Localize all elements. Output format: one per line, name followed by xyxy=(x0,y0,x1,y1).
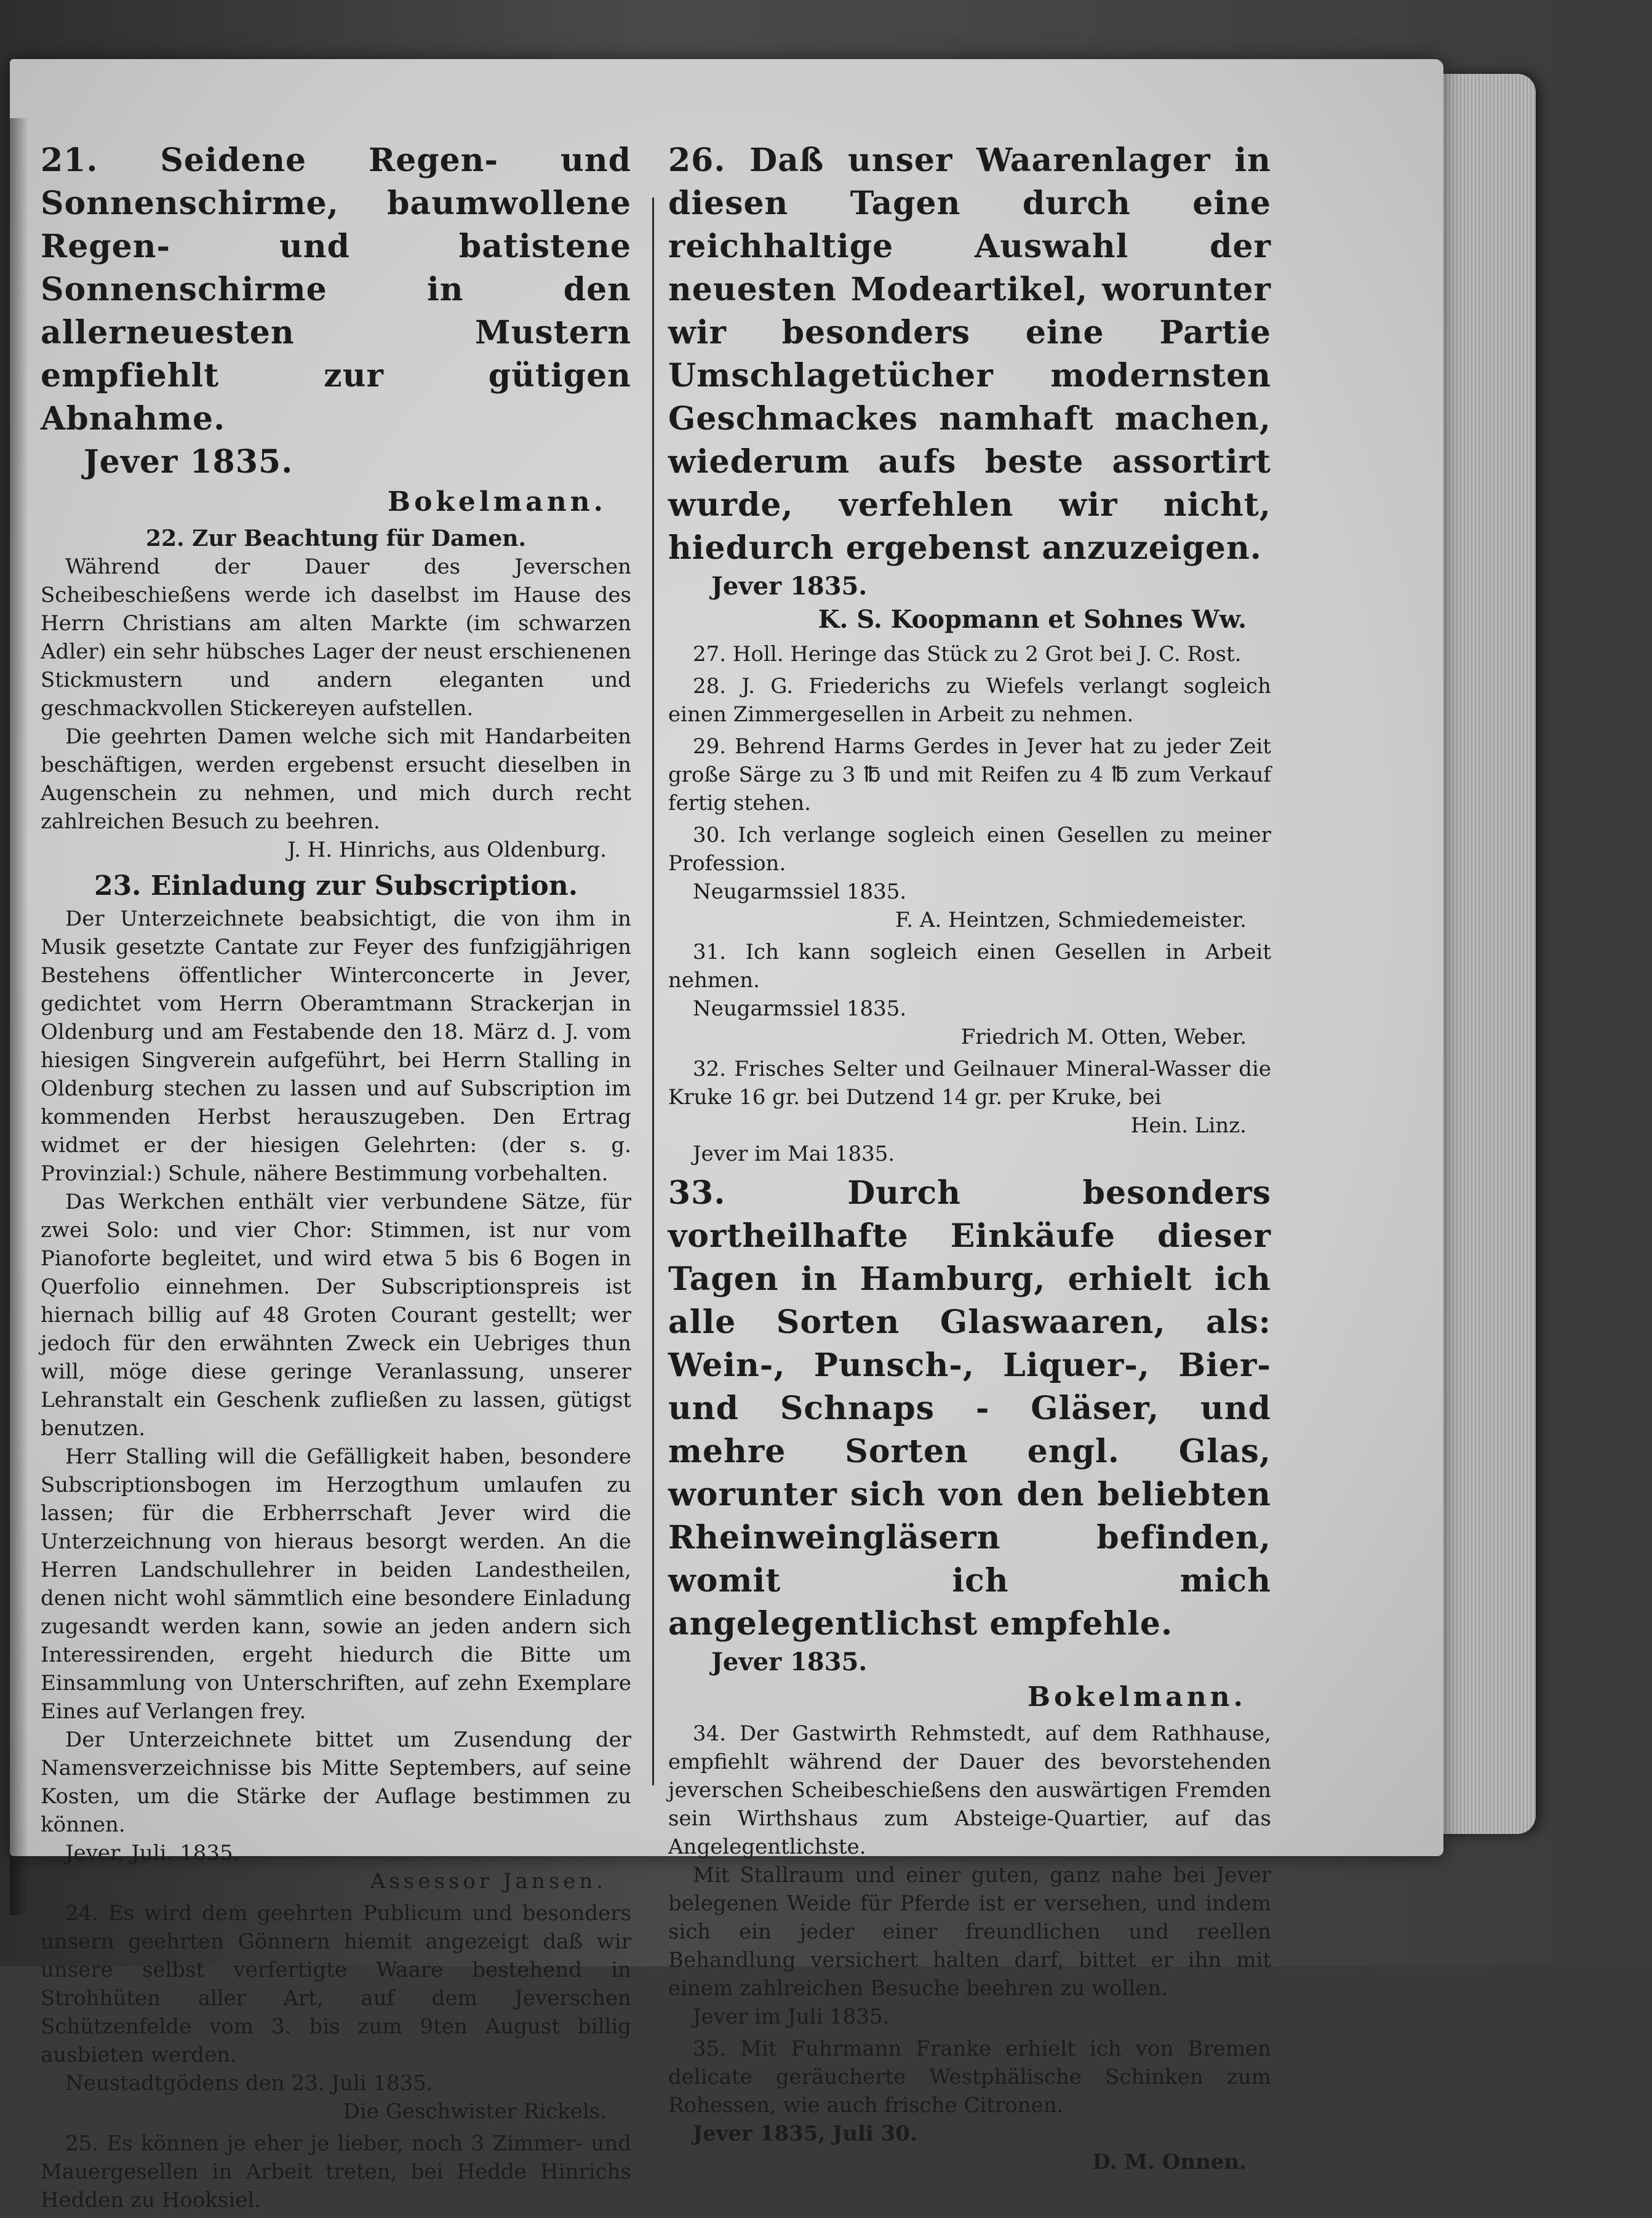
advertisement-25 xyxy=(41,2129,631,2214)
ad-35-place: Jever 1835, Juli 30. xyxy=(693,2121,917,2146)
advertisement-22 xyxy=(41,524,631,864)
newspaper-page xyxy=(10,59,1443,2212)
ad-26-text: 26. Daß unser Waarenlager in diesen Tagen durch eine reichhaltige Auswahl der neuesten Modeartikel, worunter wir besonders eine Partie Umschlagetücher modernsten Geschmackes namhaft machen, wiederum aufs beste assortirt wurde, verfehlen wir nicht, hiedurch ergebenst anzuzeigen. xyxy=(668,142,1271,567)
ad-27-text: 27. Holl. Heringe das Stück zu 2 Grot bei J. C. Rost. xyxy=(693,642,1242,667)
ad-21-text: 21. Seidene Regen- und Sonnenschirme, baumwollene Regen- und batistene Sonnenschirme in den allerneuesten Mustern empfiehlt zur gütigen Abnahme. xyxy=(41,142,631,438)
advertisement-24 xyxy=(41,1899,631,2126)
ad-33-place: Jever 1835. xyxy=(711,1647,868,1676)
advertisement-32 xyxy=(668,1055,1271,1168)
ad-22-heading: 22. Zur Beachtung für Damen. xyxy=(146,526,526,551)
ad-30-text: 30. Ich verlange sogleich einen Gesellen zu meiner Profession. xyxy=(668,823,1271,876)
advertisement-34 xyxy=(668,1720,1271,2031)
ad-23-paragraph-4: Der Unterzeichnete bittet um Zusendung der Namensverzeichnisse bis Mitte Septembers, auf seine Kosten, um die Stärke der Auflage bestimmen zu können. xyxy=(41,1728,631,1837)
ad-35-text: 35. Mit Fuhrmann Franke erhielt ich von Bremen delicate geräucherte Westphälische Schinken zum Rohessen, wie auch frische Citronen. xyxy=(668,2036,1271,2118)
advertisement-28 xyxy=(668,672,1271,729)
ad-32-place: Jever im Mai 1835. xyxy=(693,1142,895,1166)
advertisement-21 xyxy=(41,139,631,521)
ad-33-text: 33. Durch besonders vortheilhafte Einkäufe dieser Tagen in Hamburg, erhielt ich alle Sorten Glaswaaren, als: Wein-, Punsch-, Liquer-, Bier- und Schnaps - Gläser, und mehre Sorten engl. Glas, worunter sich von den beliebten Rheinweingläsern befinden, womit ich mich angelegentlichst empfehle. xyxy=(668,1174,1271,1643)
advertisement-31 xyxy=(668,938,1271,1051)
ad-21-signature: Bokelmann. xyxy=(387,486,607,518)
advertisement-35 xyxy=(668,2035,1271,2176)
ad-34-paragraph-1: 34. Der Gastwirth Rehmstedt, auf dem Rathhause, empfiehlt während der Dauer des bevorstehenden jeverschen Scheibeschießens den auswärtigen Fremden sein Wirthshaus zum Absteige-Quartier, auf das Angelegentlichste. xyxy=(668,1721,1271,1859)
ad-24-place: Neustadtgödens den 23. Juli 1835. xyxy=(65,2071,433,2096)
ad-31-text: 31. Ich kann sogleich einen Gesellen in Arbeit nehmen. xyxy=(668,940,1271,993)
ad-21-place: Jever 1835. xyxy=(84,443,293,481)
ad-34-paragraph-2: Mit Stallraum und einer guten, ganz nahe bei Jever belegenen Weide für Pferde ist er versehen, und indem sich ein jeder einer freundlichen und reellen Behandlung versichert halten darf, bittet er ihn mit einem zahlreichen Besuche beehren zu wollen. xyxy=(668,1863,1271,2001)
advertisement-29 xyxy=(668,732,1271,817)
column-divider xyxy=(652,198,654,1785)
ad-24-text: 24. Es wird dem geehrten Publicum und besonders unsern geehrten Gönnern hiemit angezeigt daß wir unsere selbst verfertigte Waare bestehend in Strohhüten aller Art, auf dem Jeverschen Schützenfelde vom 3. bis zum 9ten August billig ausbieten werden. xyxy=(41,1901,631,2067)
right-column xyxy=(668,139,1271,2180)
ad-31-place: Neugarmssiel 1835. xyxy=(693,996,907,1021)
left-column xyxy=(41,139,631,2218)
ad-28-text: 28. J. G. Friederichs zu Wiefels verlangt sogleich einen Zimmergesellen in Arbeit zu nehmen. xyxy=(668,674,1271,727)
ad-31-signature: Friedrich M. Otten, Weber. xyxy=(960,1025,1247,1049)
ad-34-place: Jever im Juli 1835. xyxy=(693,2004,890,2029)
ad-35-signature: D. M. Onnen. xyxy=(1092,2150,1247,2174)
advertisement-27 xyxy=(668,640,1271,668)
ad-22-paragraph-1: Während der Dauer des Jeverschen Scheibeschießens werde ich daselbst im Hause des Herrn Christians am alten Markte (im schwarzen Adler) ein sehr hübsches Lager der neust erschienenen Stickmustern und andern eleganten und geschmackvollen Stickereyen aufstellen. xyxy=(41,554,631,721)
ad-23-heading: 23. Einladung zur Subscription. xyxy=(94,870,578,902)
ad-33-signature: Bokelmann. xyxy=(1027,1681,1247,1713)
ad-23-paragraph-1: Der Unterzeichnete beabsichtigt, die von ihm in Musik gesetzte Cantate zur Feyer des funfzigjährigen Bestehens öffentlicher Winterconcerte in Jever, gedichtet vom Herrn Oberamtmann Strackerjan in Oldenburg und am Festabende den 18. März d. J. vom hiesigen Singverein aufgeführt, bei Herrn Stalling in Oldenburg stechen zu lassen und auf Subscription im kommenden Herbst herauszugeben. Den Ertrag widmet er der hiesigen Gelehrten: (der s. g. Provinzial:) Schule, nähere Bestimmung vorbehalten. xyxy=(41,907,631,1186)
spine-shadow xyxy=(10,118,28,1915)
advertisement-23 xyxy=(41,868,631,1896)
ad-32-signature: Hein. Linz. xyxy=(1130,1113,1247,1138)
ad-30-place: Neugarmssiel 1835. xyxy=(693,879,907,904)
advertisement-26 xyxy=(668,139,1271,636)
ad-29-text: 29. Behrend Harms Gerdes in Jever hat zu jeder Zeit große Särge zu 3 ℔ und mit Reifen zu 4 ℔ zum Verkauf fertig stehen. xyxy=(668,734,1271,815)
ad-25-text: 25. Es können je eher je lieber, noch 3 Zimmer- und Mauergesellen in Arbeit treten, bei Hedde Hinrichs Hedden zu Hooksiel. xyxy=(41,2131,631,2212)
ad-26-place: Jever 1835. xyxy=(711,572,868,601)
ad-23-paragraph-2: Das Werkchen enthält vier verbundene Sätze, für zwei Solo: und vier Chor: Stimmen, ist nur vom Pianoforte begleitet, und wird etwa 5 bis 6 Bogen in Querfolio einnehmen. Der Subscriptionspreis ist hiernach billig auf 48 Groten Courant gestellt; wer jedoch für den erwähnten Zweck ein Uebriges thun will, möge diese geringe Veranlassung, unserer Lehranstalt ein Geschenk zufließen zu lassen, gütigst benutzen. xyxy=(41,1190,631,1441)
ad-22-paragraph-2: Die geehrten Damen welche sich mit Handarbeiten beschäftigen, werden ergebenst ersucht dieselben in Augenschein zu nehmen, und mich durch recht zahlreichen Besuch zu beehren. xyxy=(41,724,631,834)
ad-23-place: Jever, Juli. 1835. xyxy=(65,1841,240,1865)
ad-30-signature: F. A. Heintzen, Schmiedemeister. xyxy=(895,908,1247,932)
ad-23-signature: Assessor Jansen. xyxy=(370,1869,607,1894)
ad-23-paragraph-3: Herr Stalling will die Gefälligkeit haben, besondere Subscriptionsbogen im Herzogthum umlaufen zu lassen; für die Erbherrschaft Jever wird die Unterzeichnung von hieraus besorgt werden. An die Herren Landschullehrer in beiden Landestheilen, denen nicht wohl sämmtlich eine besondere Einladung zugesandt werden kann, sowie an jeden andern sich Interessirenden, ergeht hiedurch die Bitte um Einsammlung von Unterschriften, auf zehn Exemplare Eines auf Verlangen frey. xyxy=(41,1444,631,1724)
advertisement-33 xyxy=(668,1172,1271,1716)
ad-22-signature: J. H. Hinrichs, aus Oldenburg. xyxy=(287,838,607,862)
page-edges xyxy=(1443,74,1536,1834)
ad-24-signature: Die Geschwister Rickels. xyxy=(343,2099,607,2124)
advertisement-30 xyxy=(668,821,1271,934)
ad-26-signature: K. S. Koopmann et Sohnes Ww. xyxy=(818,605,1247,634)
ad-32-text: 32. Frisches Selter und Geilnauer Mineral-Wasser die Kruke 16 gr. bei Dutzend 14 gr. per Kruke, bei xyxy=(668,1057,1271,1110)
